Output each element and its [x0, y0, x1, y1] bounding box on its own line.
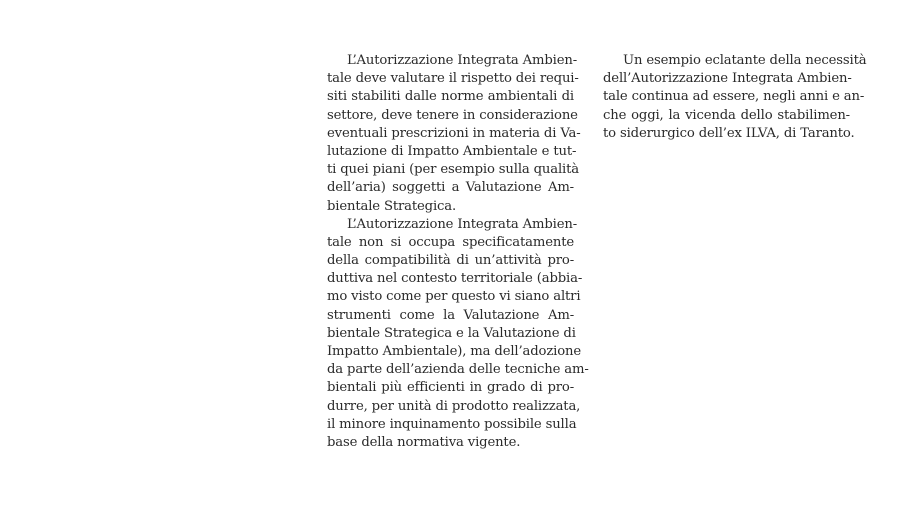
text-line: siti stabiliti dalle norme ambientali di — [327, 89, 574, 105]
text-line: bientale Strategica. — [327, 198, 457, 214]
text-line: mo visto come per questo vi siano altri — [327, 289, 581, 305]
text-line: to siderurgico dell’ex ILVA, di Taranto. — [603, 125, 855, 141]
text-line: tale continua ad essere, negli anni e an- — [603, 89, 865, 105]
text-line: base della normativa vigente. — [327, 434, 521, 450]
text-line: bientale Strategica e la Valutazione di — [327, 325, 576, 341]
text-line: da parte dell’azienda delle tecniche am- — [327, 362, 589, 378]
text-line: duttiva nel contesto territoriale (abbia- — [327, 271, 583, 287]
text-line: che oggi, la vicenda dello stabilimen- — [603, 107, 850, 123]
text-line: ti quei piani (per esempio sulla qualità — [327, 162, 579, 178]
text-line: dell’aria) soggetti a Valutazione Am- — [327, 180, 574, 196]
paragraph-autorizzazione-requisiti — [327, 52, 581, 216]
text-line: durre, per unità di prodotto realizzata, — [327, 398, 581, 414]
text-line: il minore inquinamento possibile sulla — [327, 416, 577, 432]
text-line: Un esempio eclatante della necessità — [623, 53, 867, 68]
text-line: settore, deve tenere in considerazione — [327, 107, 578, 123]
text-line: lutazione di Impatto Ambientale e tut- — [327, 143, 577, 159]
text-line: Impatto Ambientale), ma dell’adozione — [327, 344, 581, 359]
paragraph-esempio-ilva — [603, 52, 867, 143]
text-line: della compatibilità di un’attività pro- — [327, 253, 574, 269]
text-line: tale non si occupa specificatamente — [327, 234, 574, 250]
text-line: dell’Autorizzazione Integrata Ambien- — [603, 71, 852, 87]
text-line: strumenti come la Valutazione Am- — [327, 307, 574, 323]
text-line: eventuali prescrizioni in materia di Va- — [327, 125, 581, 141]
text-line: tale deve valutare il rispetto dei requi- — [327, 71, 579, 87]
text-line: L’Autorizzazione Integrata Ambien- — [347, 216, 578, 232]
paragraph-autorizzazione-tecniche — [327, 216, 589, 452]
text-line: L’Autorizzazione Integrata Ambien- — [347, 53, 578, 68]
right-text-column — [603, 52, 867, 143]
text-line: bientali più efficienti in grado di pro- — [327, 380, 574, 396]
left-text-column — [327, 52, 589, 452]
